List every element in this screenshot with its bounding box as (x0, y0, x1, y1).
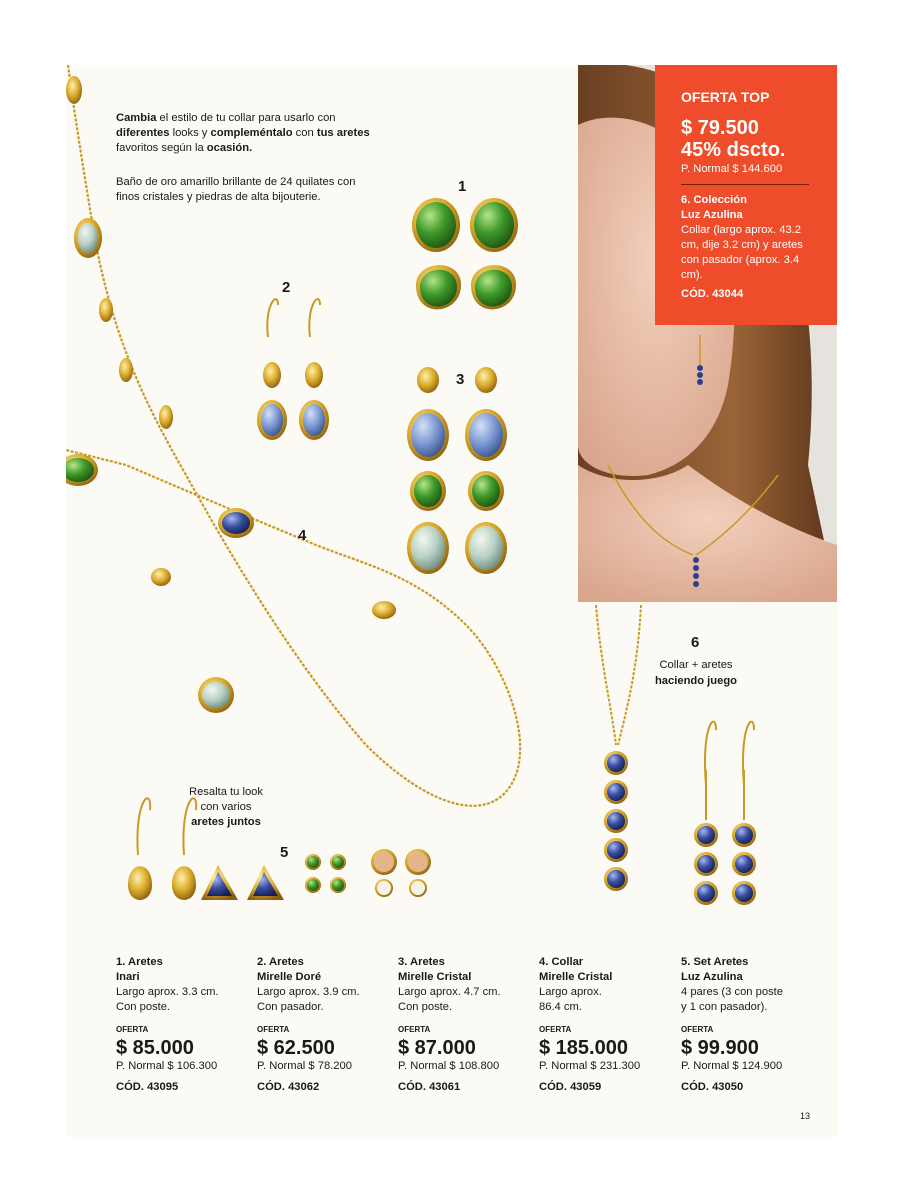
product-code: CÓD. 43095 (116, 1081, 179, 1093)
product-price: $ 99.900 (681, 1037, 759, 1059)
offer-title: OFERTA TOP (681, 89, 770, 105)
product-1: 1. Aretes Inari Largo aprox. 3.3 cm. Con poste. OFERTA $ 85.000 P. Normal $ 106.300 CÓD. 43095 (116, 955, 248, 1095)
offer-description: 6. Colección Luz Azulina Collar (largo aprox. 43.2 cm, dije 3.2 cm) y aretes con pasador (aprox. 3.4 cm). (681, 194, 803, 281)
callout-number-2: 2 (282, 279, 291, 296)
product-price: $ 85.000 (116, 1037, 194, 1059)
offer-normal-price: P. Normal $ 144.600 (681, 163, 783, 175)
callout-number-5: 5 (280, 844, 289, 861)
intro-text: Cambia el estilo de tu collar para usarlo con diferentes looks y compleméntalo con tus aretes favoritos según la ocasión. (116, 112, 370, 154)
offer-discount: 45% dscto. (681, 139, 786, 161)
offer-price-block (681, 117, 785, 161)
product-2: 2. Aretes Mirelle Doré Largo aprox. 3.9 cm. Con pasador. OFERTA $ 62.500 P. Normal $ 78.200 CÓD. 43062 (257, 955, 389, 1095)
product-price: $ 62.500 (257, 1037, 335, 1059)
offer-divider (681, 184, 809, 185)
offer-price: $ 79.500 (681, 117, 759, 139)
offer-code: CÓD. 43044 (681, 288, 744, 300)
callout-number-3: 3 (456, 371, 465, 388)
product-price: $ 185.000 (539, 1037, 628, 1059)
product-code: CÓD. 43050 (681, 1081, 744, 1093)
product-price: $ 87.000 (398, 1037, 476, 1059)
caption-set-6: Collar + aretes haciendo juego (654, 659, 738, 687)
offer-top-box (655, 65, 837, 325)
product-code: CÓD. 43062 (257, 1081, 320, 1093)
product-4: 4. Collar Mirelle Cristal Largo aprox. 86.4 cm. OFERTA $ 185.000 P. Normal $ 231.300 CÓD. 43059 (539, 955, 671, 1095)
callout-number-6: 6 (691, 634, 700, 651)
product-code: CÓD. 43061 (398, 1081, 461, 1093)
material-note: Baño de oro amarillo brillante de 24 quilates con finos cristales y piedras de alta bijouterie. (116, 176, 356, 203)
product-code: CÓD. 43059 (539, 1081, 602, 1093)
product-5: 5. Set Aretes Luz Azulina 4 pares (3 con poste y 1 con pasador). OFERTA $ 99.900 P. Normal $ 124.900 CÓD. 43050 (681, 955, 813, 1095)
callout-number-1: 1 (458, 178, 467, 195)
caption-set-5: Resalta tu look con varios aretes juntos (188, 786, 263, 828)
product-3: 3. Aretes Mirelle Cristal Largo aprox. 4.7 cm. Con poste. OFERTA $ 87.000 P. Normal $ 108.800 CÓD. 43061 (398, 955, 530, 1095)
page-number: 13 (800, 1111, 811, 1121)
catalog-page (66, 65, 837, 1137)
callout-number-4: 4 (298, 527, 307, 544)
